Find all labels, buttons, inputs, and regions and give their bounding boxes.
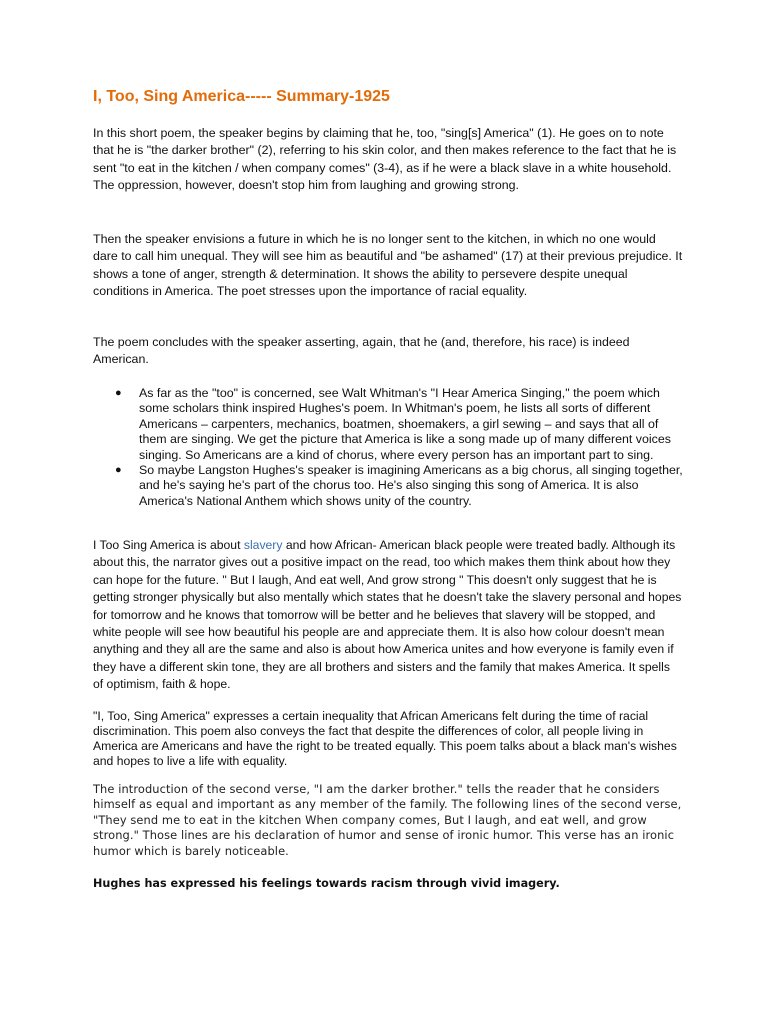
paragraph-text: I Too Sing America is about (93, 538, 244, 552)
paragraph-second-verse: The introduction of the second verse, "I am the darker brother." tells the reader that he considers himself as equal and important as any member of the family. The following lines of the second verse, "They send me to eat in the kitchen When company comes, But I laugh, and eat well, and grow strong." Those lines are his declaration of humor and sense of ironic humor. This verse has an ironic humor which is barely noticeable. (93, 782, 682, 858)
paragraph-future-vision: Then the speaker envisions a future in which he is no longer sent to the kitchen, in which no one would dare to call him unequal. They will see him as beautiful and "be ashamed" (17) at their previous prejudice. It shows a tone of anger, strength & determination. It shows the ability to persevere despite unequal conditions in America. The poet stresses upon the importance of racial equality. (93, 232, 683, 299)
paragraph-conclusion: The poem concludes with the speaker asserting, again, that he (and, therefore, his race) is indeed American. (93, 335, 630, 367)
paragraph-inequality: "I, Too, Sing America" expresses a certain inequality that African Americans felt during the time of racial discrimination. This poem also conveys the fact that despite the differences of color, all people living in America are Americans and have the right to be treated equally. This poem talks about a black man's wishes and hopes to live a life with equality. (93, 709, 677, 768)
bullet-text: So maybe Langston Hughes's speaker is imagining Americans as a big chorus, all singing together, and he's saying he's part of the chorus too. He's also singing this song of America. It is also America's National Anthem which shows unity of the country. (139, 463, 683, 508)
paragraph-slavery (93, 537, 683, 694)
bullet-icon: ● (115, 387, 122, 399)
bullet-list (93, 386, 683, 509)
paragraph-text: and how African- American black people were treated badly. Although its about this, the narrator gives out a positive impact on the read, too which makes them think about how they can hope for the future. " But I laugh, And eat well, And grow strong " This doesn't only suggest that he is getting stronger physically but also mentally which states that he doesn't take the slavery personal and hopes for tomorrow and he knows that tomorrow will be better and he believes that slavery will be stopped, and white people will see how beautiful his people are and appreciate them. It is also how colour doesn't mean anything and they all are the same and also is about how America unites and how everyone is family even if they have a different skin tone, they are all brothers and sisters and the family that makes America. It spells of optimism, faith & hope. (93, 538, 682, 692)
list-item (93, 463, 683, 509)
bullet-icon: ● (115, 464, 122, 477)
paragraph-imagery: Hughes has expressed his feelings towards racism through vivid imagery. (93, 877, 560, 890)
document-title: I, Too, Sing America----- Summary-1925 (93, 88, 390, 105)
bullet-text: As far as the "too" is concerned, see Walt Whitman's "I Hear America Singing," the poem which some scholars think inspired Hughes's poem. In Whitman's poem, he lists all sorts of different Americans – carpenters, mechanics, boatmen, shoemakers, a girl sewing – and says that all of them are singing. We get the picture that America is like a song made up of many different voices singing. So Americans are a kind of chorus, where every person has an important part to sing. (139, 386, 671, 462)
list-item (93, 386, 683, 463)
paragraph-summary-intro: In this short poem, the speaker begins by claiming that he, too, "sing[s] America" (1). He goes on to note that he is "the darker brother" (2), referring to his skin color, and then makes reference to the fact that he is sent "to eat in the kitchen / when company comes" (3-4), as if he were a black slave in a white household. The oppression, however, doesn't stop him from laughing and growing strong. (93, 126, 677, 193)
slavery-link[interactable]: slavery (243, 538, 283, 552)
